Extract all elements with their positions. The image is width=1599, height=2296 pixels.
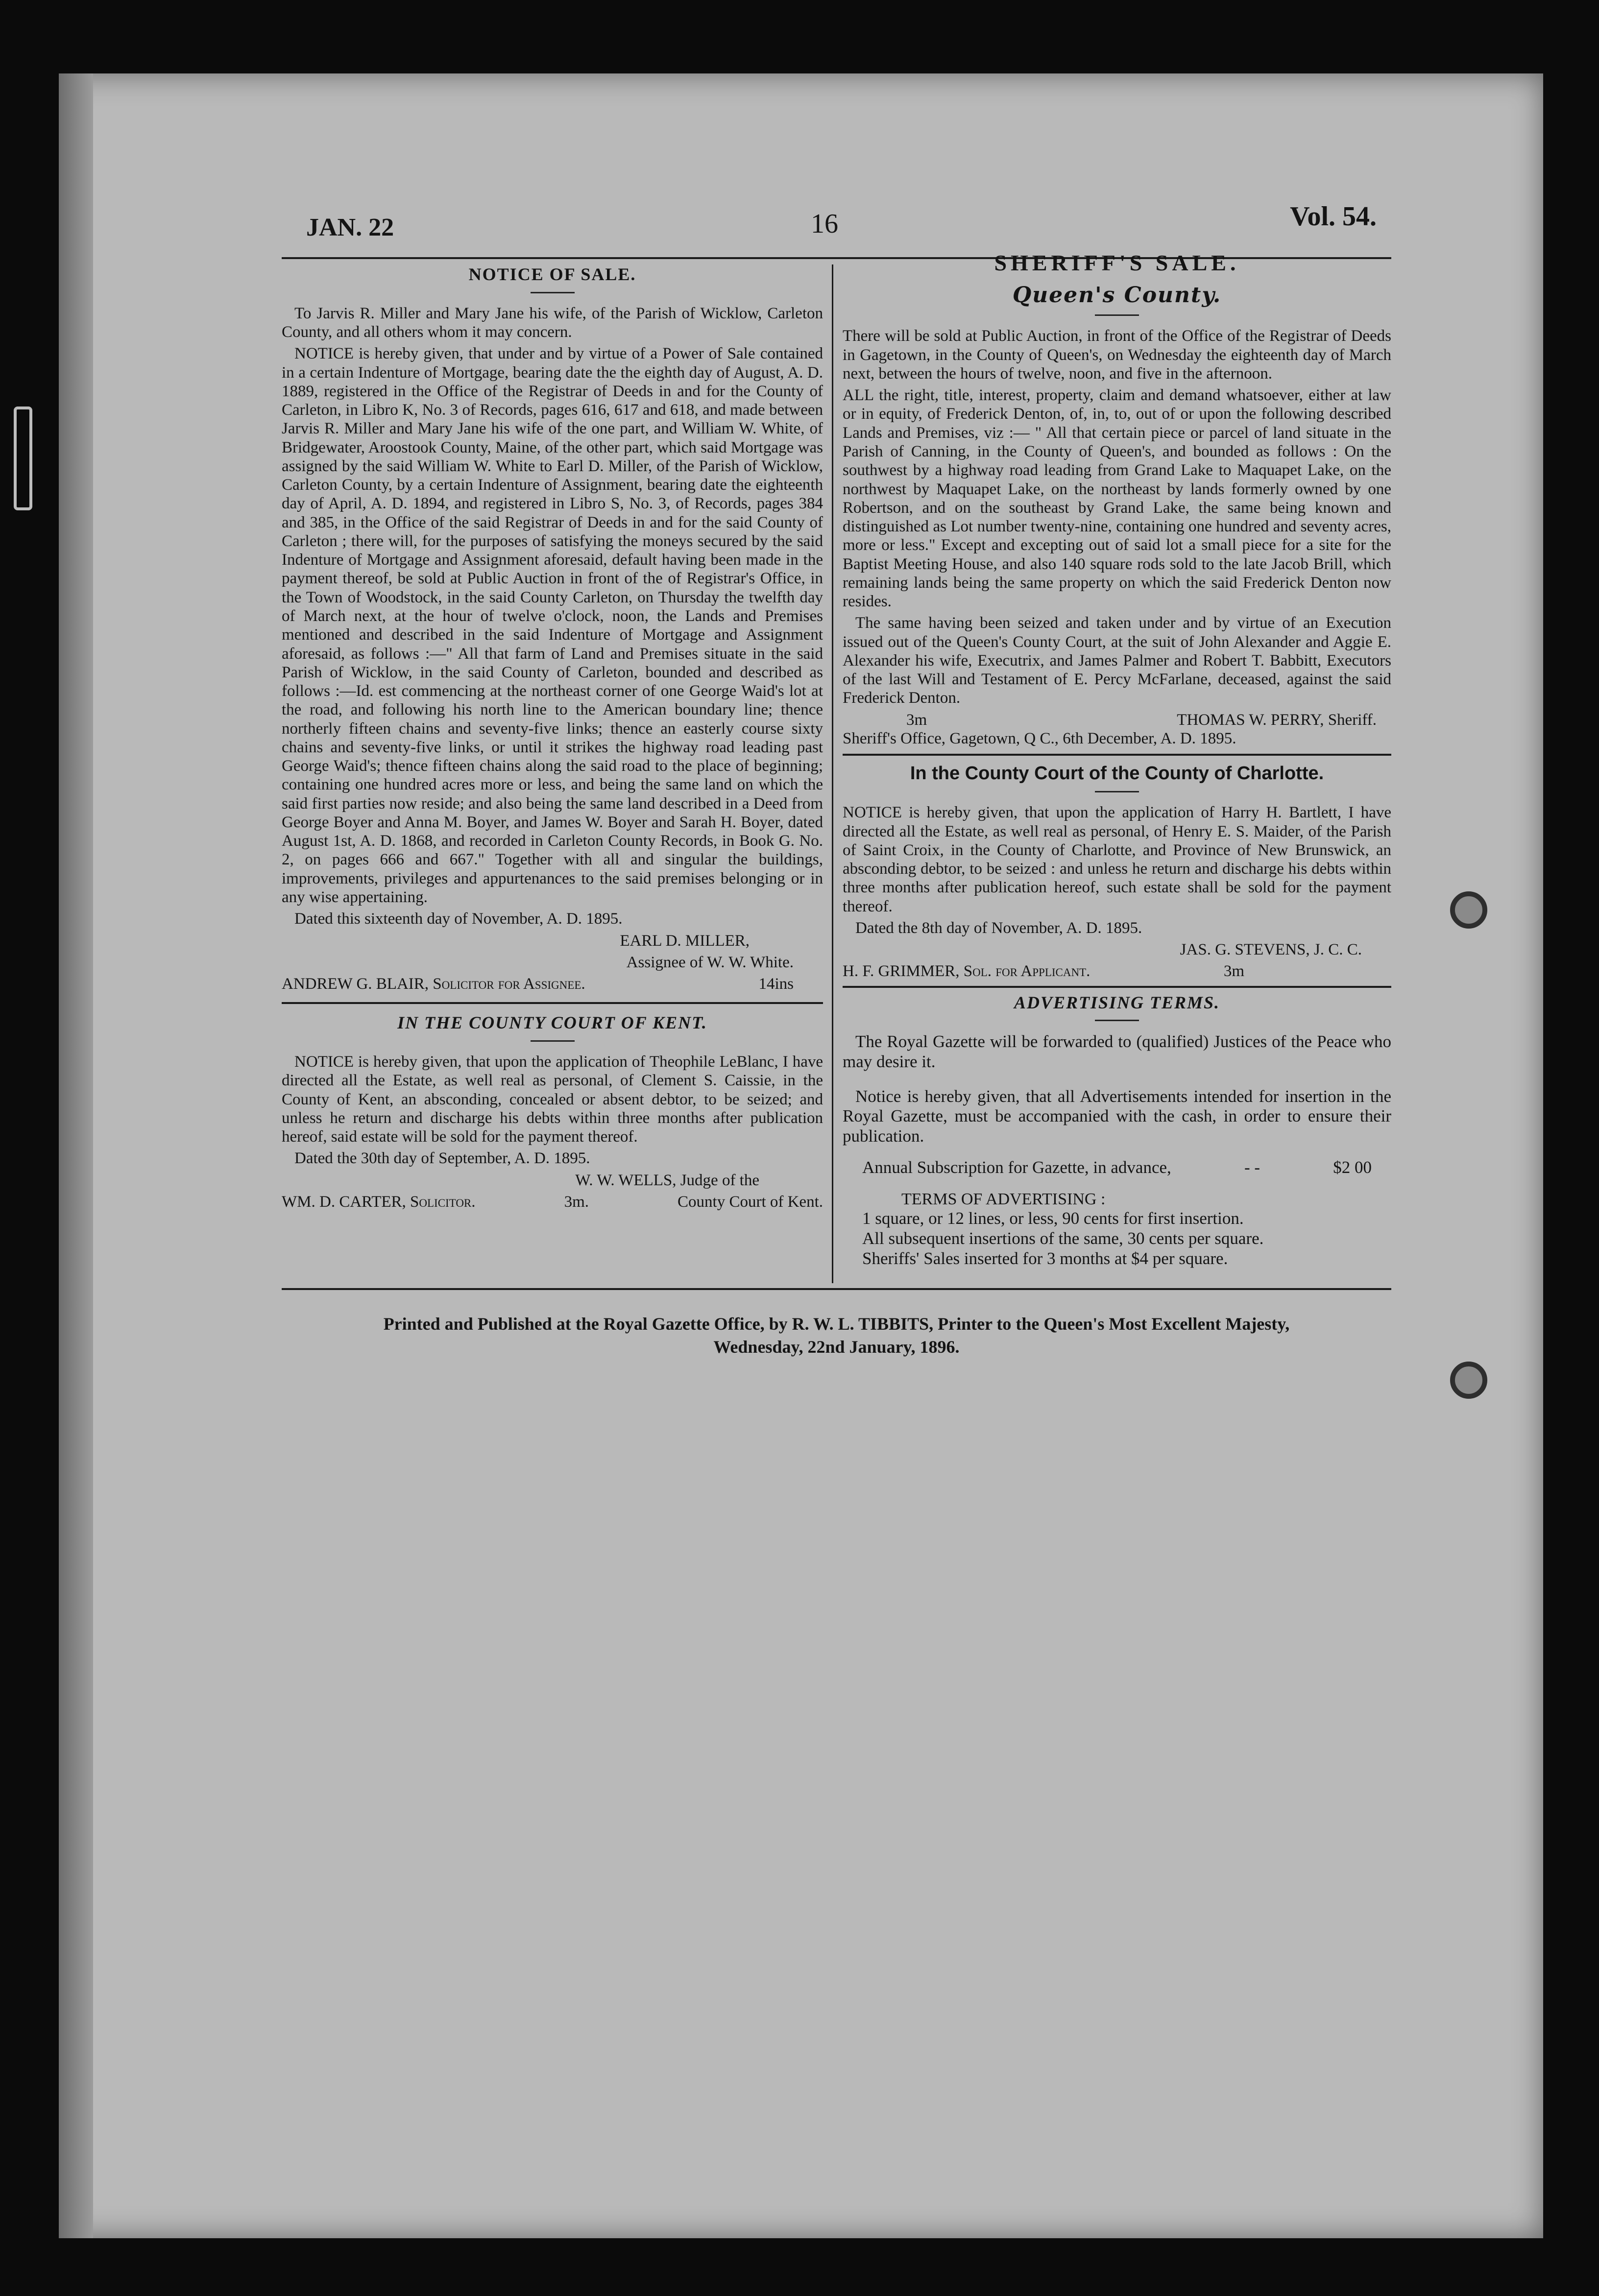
charlotte-solicitor-line: [843, 962, 1391, 981]
notice-sale-solicitor: ANDREW G. BLAIR, Solicitor for Assignee.: [282, 975, 585, 993]
page-header: [282, 186, 1391, 260]
column-divider: [832, 264, 833, 1283]
terms-item: Sheriffs' Sales inserted for 3 months at $4 per square.: [862, 1248, 1228, 1268]
sheriff-title: SHERIFF'S SALE.: [994, 250, 1240, 275]
punch-hole-icon: [1450, 891, 1487, 929]
section-rule: [843, 754, 1391, 756]
kent-dated: Dated the 30th day of September, A. D. 1895.: [294, 1149, 590, 1168]
notice-sale-dated: Dated this sixteenth day of November, A. D. 1895.: [294, 910, 623, 928]
volume-number: Vol. 54.: [1290, 201, 1377, 232]
notice-sale-solicitor-line: [282, 975, 823, 993]
sheriff-name: THOMAS W. PERRY, Sheriff.: [1177, 711, 1377, 729]
notice-sale-signer: EARL D. MILLER,: [620, 932, 750, 950]
advertising-p1: The Royal Gazette will be forwarded to (qualified) Justices of the Peace who may desire it.: [843, 1032, 1391, 1072]
charlotte-dated: Dated the 8th day of November, A. D. 1895.: [855, 919, 1142, 937]
sheriff-intro: There will be sold at Public Auction, in front of the Office of the Registrar of Deeds in Gagetown, in the County of Queen's, on Wednesday the eighteenth day of March next, between the hours of twelve, noon, and five in the afternoon.: [843, 327, 1391, 383]
sheriff-sign-line: [843, 711, 1391, 729]
charlotte-solicitor: H. F. GRIMMER, Sol. for Applicant.: [843, 962, 1090, 981]
sheriff-office: Sheriff's Office, Gagetown, Q C., 6th December, A. D. 1895.: [843, 729, 1236, 747]
imprint: [282, 1313, 1391, 1359]
punch-hole-icon: [1450, 1362, 1487, 1399]
binder-clip: [14, 407, 32, 510]
notice-sale-title: NOTICE OF SALE.: [468, 264, 636, 284]
kent-solicitor: WM. D. CARTER, Solicitor.: [282, 1193, 476, 1211]
sheriff-term: 3m: [906, 711, 927, 729]
section-rule: [843, 986, 1391, 988]
charlotte-title: In the County Court of the County of Charlotte.: [910, 763, 1324, 784]
kent-title: IN THE COUNTY COURT OF KENT.: [397, 1013, 707, 1033]
divider: [531, 292, 575, 293]
kent-court: County Court of Kent.: [678, 1193, 823, 1211]
sheriff-body2: The same having been seized and taken under and by virtue of an Execution issued out of the Queen's County Court, at the suit of John Alexander and Aggie E. Alexander his wife, Executrix, and James Palmer and Robert T. Babbitt, Executors of the last Will and Testament of E. Percy McFarlane, deceased, against the said Frederick Denton.: [843, 614, 1391, 707]
sheriff-body: ALL the right, title, interest, property, claim and demand whatsoever, either at law or in equity, of Frederick Denton, of, in, to, out of or upon the following described Lands and Premises, viz :— " All that certain piece or parcel of land situate in the Parish of Canning, in the County of Queen's, and bounded as follows : On the southwest by a highway road leading from Grand Lake to Maquapet Lake, on the northwest by Maquapet Lake, on the northeast by lands formerly owned by one Robertson, and on the southeast by Grand Lake, the same being known and distinguished as Lot number twenty-nine, containing one hundred and seventy acres, more or less." Except and excepting out of said lot a small piece for a site for the Baptist Meeting House, and also 140 square rods sold to the late Jacob Brill, which remaining lands being the same property on which the said Frederick Denton now resides.: [843, 386, 1391, 611]
subscription-dashes: - -: [1244, 1158, 1260, 1177]
kent-term: 3m.: [564, 1193, 589, 1211]
notice-sale-address: To Jarvis R. Miller and Mary Jane his wife, of the Parish of Wicklow, Carleton County, and all others whom it may concern.: [282, 304, 823, 341]
imprint-line-1: Printed and Published at the Royal Gazette Office, by R. W. L. TIBBITS, Printer to the Queen's Most Excellent Majesty,: [383, 1314, 1290, 1334]
kent-body: NOTICE is hereby given, that upon the application of Theophile LeBlanc, I have directed all the Estate, as well real as personal, of Clement S. Caissie, in the County of Kent, an absconding, concealed or absent debtor, to be seized; and unless he return and discharge his debts within three months after publication hereof, said estate will be sold for the payment thereof.: [282, 1053, 823, 1146]
charlotte-judge: JAS. G. STEVENS, J. C. C.: [1180, 941, 1362, 959]
kent-judge: W. W. WELLS, Judge of the: [575, 1171, 759, 1189]
advertising-title: ADVERTISING TERMS.: [1014, 992, 1220, 1012]
charlotte-body: NOTICE is hereby given, that upon the application of Harry H. Bartlett, I have directed all the Estate, as well real as personal, of Henry E. S. Maider, of the Parish of Saint Croix, in the County of Charlotte, and Province of New Brunswick, an absconding debtor, to be seized : and unless he return and discharge his debts within three months after publication hereof, such estate shall be sold for the payment thereof.: [843, 804, 1391, 915]
charlotte-term: 3m: [1223, 962, 1244, 981]
divider: [1095, 314, 1139, 316]
notice-sale-body: NOTICE is hereby given, that under and by virtue of a Power of Sale contained in a certain Indenture of Mortgage, bearing date the the eighth day of August, A. D. 1889, registered in the Office of the Registrar of Deeds in and for the County of Carleton, in Libro K, No. 3 of Records, pages 616, 617 and 618, and made between Jarvis R. Miller and Mary Jane his wife of the one part, and William W. White, of Bridgewater, Aroostook County, Maine, of the other part, which said Mortgage was assigned by the said William W. White to Earl D. Miller, of the Parish of Wicklow, Carleton County, by a certain Indenture of Assignment, bearing date the eighteenth day of April, A. D. 1894, and registered in Libro S, No. 3, of Records, pages 384 and 385, in the Office of the said Registrar of Deeds in and for the said County of Carleton ; there will, for the purposes of satisfying the moneys secured by the said Indenture of Mortgage and Assignment aforesaid, default having been made in the payment thereof, be sold at Public Auction in front of the of Registrar's Office, in the Town of Woodstock, in the said County Carleton, on Thursday the twelfth day of March next, at the hour of twelve o'clock, noon, the Lands and Premises mentioned and described in the said Indenture of Mortgage and Assignment aforesaid, as follows :—" All that farm of Land and Premises situate in the said Parish of Wicklow, in the said County of Carleton, bounded and described as follows :—Id. est commencing at the northeast corner of one George Waid's lot at the road, and following his north line to the American boundary line; thence northerly fifteen chains and seventy-five links; thence an easterly course sixty chains and seventy-five links, or until it strikes the highway road leading past George Waid's; thence fifteen chains along the said road to the place of beginning; containing one hundred acres more or less, and being the same land on which the said first parties now reside; and also being the same land described in a Deed from George Boyer and Anna M. Boyer, and James W. Boyer and Sarah H. Boyer, dated August 1st, A. D. 1868, and recorded in Carleton County Records, in Book G. No. 2, on pages 666 and 667." Together with all and singular the buildings, improvements, privileges and appurtenances to the said premises belonging or in any wise appertaining.: [282, 345, 823, 906]
left-column: [282, 264, 823, 1211]
sheriff-county: Queen's County.: [1012, 283, 1222, 308]
section-rule: [282, 1002, 823, 1004]
divider: [1095, 791, 1139, 792]
imprint-line-2: Wednesday, 22nd January, 1896.: [713, 1337, 960, 1357]
notice-sale-signer-role: Assignee of W. W. White.: [626, 953, 794, 971]
kent-solicitor-line: [282, 1193, 823, 1211]
issue-date: JAN. 22: [306, 214, 394, 241]
subscription-label: Annual Subscription for Gazette, in advance,: [862, 1158, 1171, 1177]
terms-list: [843, 1209, 1391, 1268]
advertising-p2: Notice is hereby given, that all Advertisements intended for insertion in the Royal Gazette, must be accompanied with the cash, in order to ensure their publication.: [843, 1086, 1391, 1146]
page-content: [282, 186, 1391, 1381]
terms-item: 1 square, or 12 lines, or less, 90 cents for first insertion.: [862, 1209, 1244, 1228]
right-column: [843, 250, 1391, 1268]
divider: [1095, 1020, 1139, 1021]
footer-rule: [282, 1288, 1391, 1290]
divider: [531, 1040, 575, 1042]
page-number: 16: [811, 209, 838, 239]
notice-sale-insertions: 14ins: [758, 975, 794, 993]
page-edge: [59, 73, 93, 2238]
terms-heading: TERMS OF ADVERTISING :: [901, 1190, 1106, 1209]
terms-item: All subsequent insertions of the same, 30 cents per square.: [862, 1229, 1264, 1248]
subscription-price: $2 00: [1333, 1158, 1372, 1177]
subscription-line: [862, 1158, 1372, 1178]
